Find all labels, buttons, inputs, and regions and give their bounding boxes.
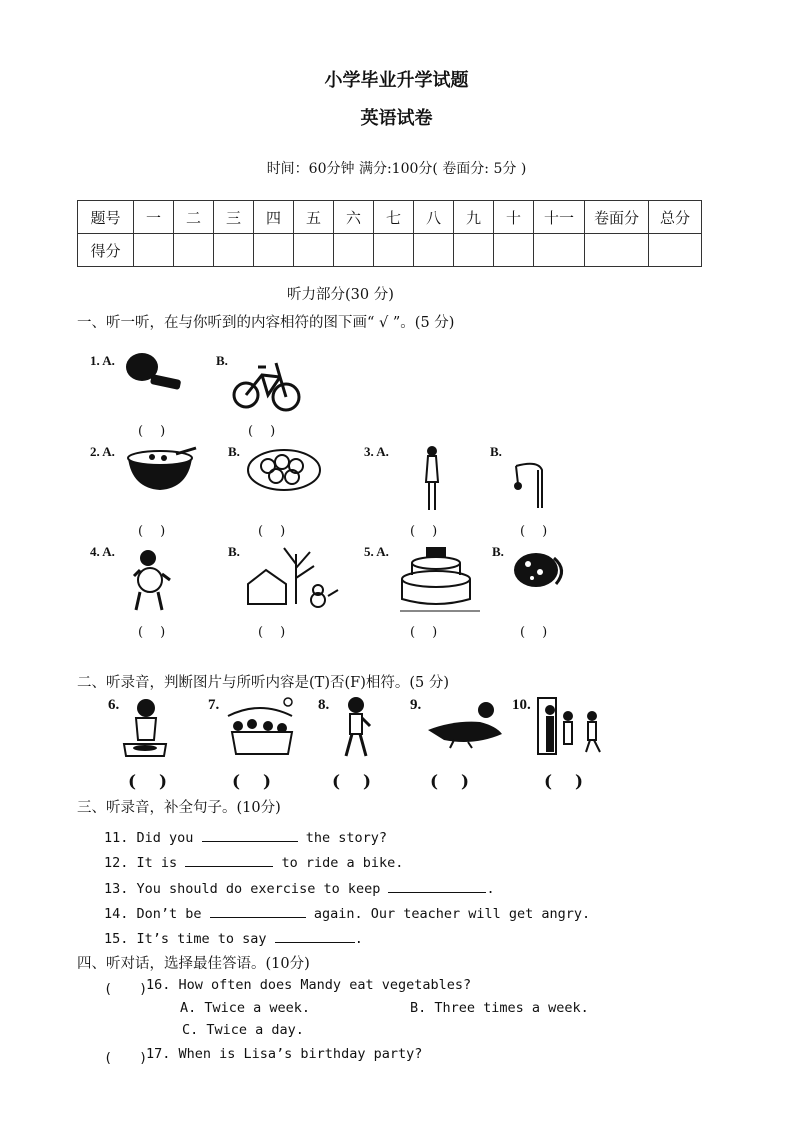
dumplings-plate-icon [246, 446, 322, 492]
q1b-answer-paren[interactable]: ( ) [248, 424, 278, 439]
score-table-header-row [78, 201, 702, 234]
q3b-label: B. [490, 444, 502, 459]
people-gathering-icon [222, 696, 298, 760]
table-cell: 卷面分 [585, 201, 649, 234]
section2-title: 二、听录音，判断图片与所听内容是(T)否(F)相符。(5 分) [77, 675, 450, 691]
q2b-label: B. [228, 444, 240, 459]
bending-exercise-icon [508, 460, 550, 512]
q16-option-b[interactable]: B. Three times a week. [410, 1000, 589, 1016]
q3b-answer-paren[interactable]: ( ) [520, 524, 550, 539]
score-input-cell[interactable] [134, 234, 174, 267]
q1a-answer-paren[interactable]: ( ) [138, 424, 168, 439]
score-input-cell[interactable] [534, 234, 585, 267]
q2b-answer-paren[interactable]: ( ) [258, 524, 288, 539]
q13-blank[interactable] [388, 880, 486, 893]
q15-text-after: . [354, 931, 363, 947]
q16-stem: 16. How often does Mandy eat vegetables? [146, 977, 472, 993]
q12-blank[interactable] [185, 854, 273, 867]
q15-blank[interactable] [275, 930, 355, 943]
score-input-cell[interactable] [254, 234, 294, 267]
q4a-label: 4. A. [90, 544, 115, 559]
score-table [77, 200, 702, 267]
q3a-label: 3. A. [364, 444, 389, 459]
score-input-cell[interactable] [585, 234, 649, 267]
score-input-cell[interactable] [649, 234, 702, 267]
fallen-leaves-icon [424, 700, 506, 750]
q7-answer-paren[interactable]: ( ) [232, 772, 275, 792]
q6-answer-paren[interactable]: ( ) [128, 772, 171, 792]
section1-title: 一、听一听，在与你听到的内容相符的图下画“ √ ”。(5 分) [77, 315, 455, 331]
table-cell: 五 [294, 201, 334, 234]
score-input-cell[interactable] [214, 234, 254, 267]
table-cell: 四 [254, 201, 294, 234]
q5b-answer-paren[interactable]: ( ) [520, 625, 550, 640]
section4-title: 四、听对话，选择最佳答语。(10分) [77, 956, 310, 972]
score-input-cell[interactable] [494, 234, 534, 267]
soup-bowl-icon [124, 446, 198, 492]
table-cell: 二 [174, 201, 214, 234]
table-cell: 六 [334, 201, 374, 234]
table-cell: 十 [494, 201, 534, 234]
family-door-icon [536, 696, 608, 758]
q11-text-before: 11. Did you [104, 830, 194, 846]
q10-label: 10. [512, 697, 531, 713]
q8-label: 8. [318, 697, 330, 713]
q8-answer-paren[interactable]: ( ) [332, 772, 375, 792]
table-cell: 总分 [649, 201, 702, 234]
table-cell: 得分 [78, 234, 134, 267]
q6-label: 6. [108, 697, 120, 713]
score-input-cell[interactable] [414, 234, 454, 267]
q13-text-after: . [486, 881, 495, 897]
walking-boy-icon [340, 696, 374, 760]
exam-info: 时间：60分钟 满分:100分( 卷面分: 5分 ) [266, 161, 527, 177]
q3a-answer-paren[interactable]: ( ) [410, 524, 440, 539]
table-cell: 八 [414, 201, 454, 234]
q2a-answer-paren[interactable]: ( ) [138, 524, 168, 539]
q2a-label: 2. A. [90, 444, 115, 459]
q10-answer-paren[interactable]: ( ) [544, 772, 587, 792]
table-cell: 一 [134, 201, 174, 234]
q4a-answer-paren[interactable]: ( ) [138, 625, 168, 640]
q11-text-after: the story? [305, 830, 387, 846]
score-input-cell[interactable] [374, 234, 414, 267]
q14-text-after: again. Our teacher will get angry. [313, 906, 591, 922]
q7-label: 7. [208, 697, 220, 713]
table-cell: 十一 [534, 201, 585, 234]
score-input-cell[interactable] [454, 234, 494, 267]
standing-woman-icon [420, 444, 444, 514]
q1b-label: B. [216, 353, 228, 368]
q11-blank[interactable] [202, 829, 298, 842]
q17-answer-paren[interactable]: ( ) [104, 1050, 148, 1066]
table-cell: 三 [214, 201, 254, 234]
cookie-icon [510, 550, 570, 590]
listening-part-title: 听力部分(30 分) [287, 287, 394, 303]
q17-stem: 17. When is Lisa’s birthday party? [146, 1046, 423, 1062]
q15-text-before: 15. It’s time to say [104, 931, 267, 947]
q16-option-a[interactable]: A. Twice a week. [180, 1000, 311, 1016]
birthday-cake-icon [398, 545, 482, 615]
bicycle-icon [232, 355, 302, 413]
q9-answer-paren[interactable]: ( ) [430, 772, 473, 792]
q15-sentence [104, 930, 363, 947]
q11-sentence [104, 829, 387, 846]
table-cell: 题号 [78, 201, 134, 234]
q4b-answer-paren[interactable]: ( ) [258, 625, 288, 640]
ping-pong-paddle-icon [124, 350, 188, 392]
table-cell: 九 [454, 201, 494, 234]
q13-sentence [104, 880, 495, 897]
score-table-score-row [78, 234, 702, 267]
q16-answer-paren[interactable]: ( ) [104, 981, 148, 997]
exam-subtitle: 英语试卷 [360, 108, 433, 129]
score-input-cell[interactable] [334, 234, 374, 267]
section3-title: 三、听录音，补全句子。(10分) [77, 800, 281, 816]
q12-text-after: to ride a bike. [281, 855, 404, 871]
q16-option-c[interactable]: C. Twice a day. [182, 1022, 304, 1038]
q12-sentence [104, 854, 403, 871]
q14-text-before: 14. Don’t be [104, 906, 202, 922]
q12-text-before: 12. It is [104, 855, 178, 871]
q13-text-before: 13. You should do exercise to keep [104, 881, 381, 897]
q5a-answer-paren[interactable]: ( ) [410, 625, 440, 640]
cartoon-mouse-icon [130, 548, 176, 614]
table-cell: 七 [374, 201, 414, 234]
winter-snowman-icon [244, 544, 342, 608]
score-input-cell[interactable] [174, 234, 214, 267]
boy-washing-icon [118, 696, 170, 760]
q5a-label: 5. A. [364, 544, 389, 559]
score-input-cell[interactable] [294, 234, 334, 267]
q9-label: 9. [410, 697, 422, 713]
exam-title: 小学毕业升学试题 [324, 70, 469, 91]
q14-sentence [104, 905, 590, 922]
q4b-label: B. [228, 544, 240, 559]
q14-blank[interactable] [210, 905, 306, 918]
q1a-label: 1. A. [90, 353, 115, 368]
q5b-label: B. [492, 544, 504, 559]
